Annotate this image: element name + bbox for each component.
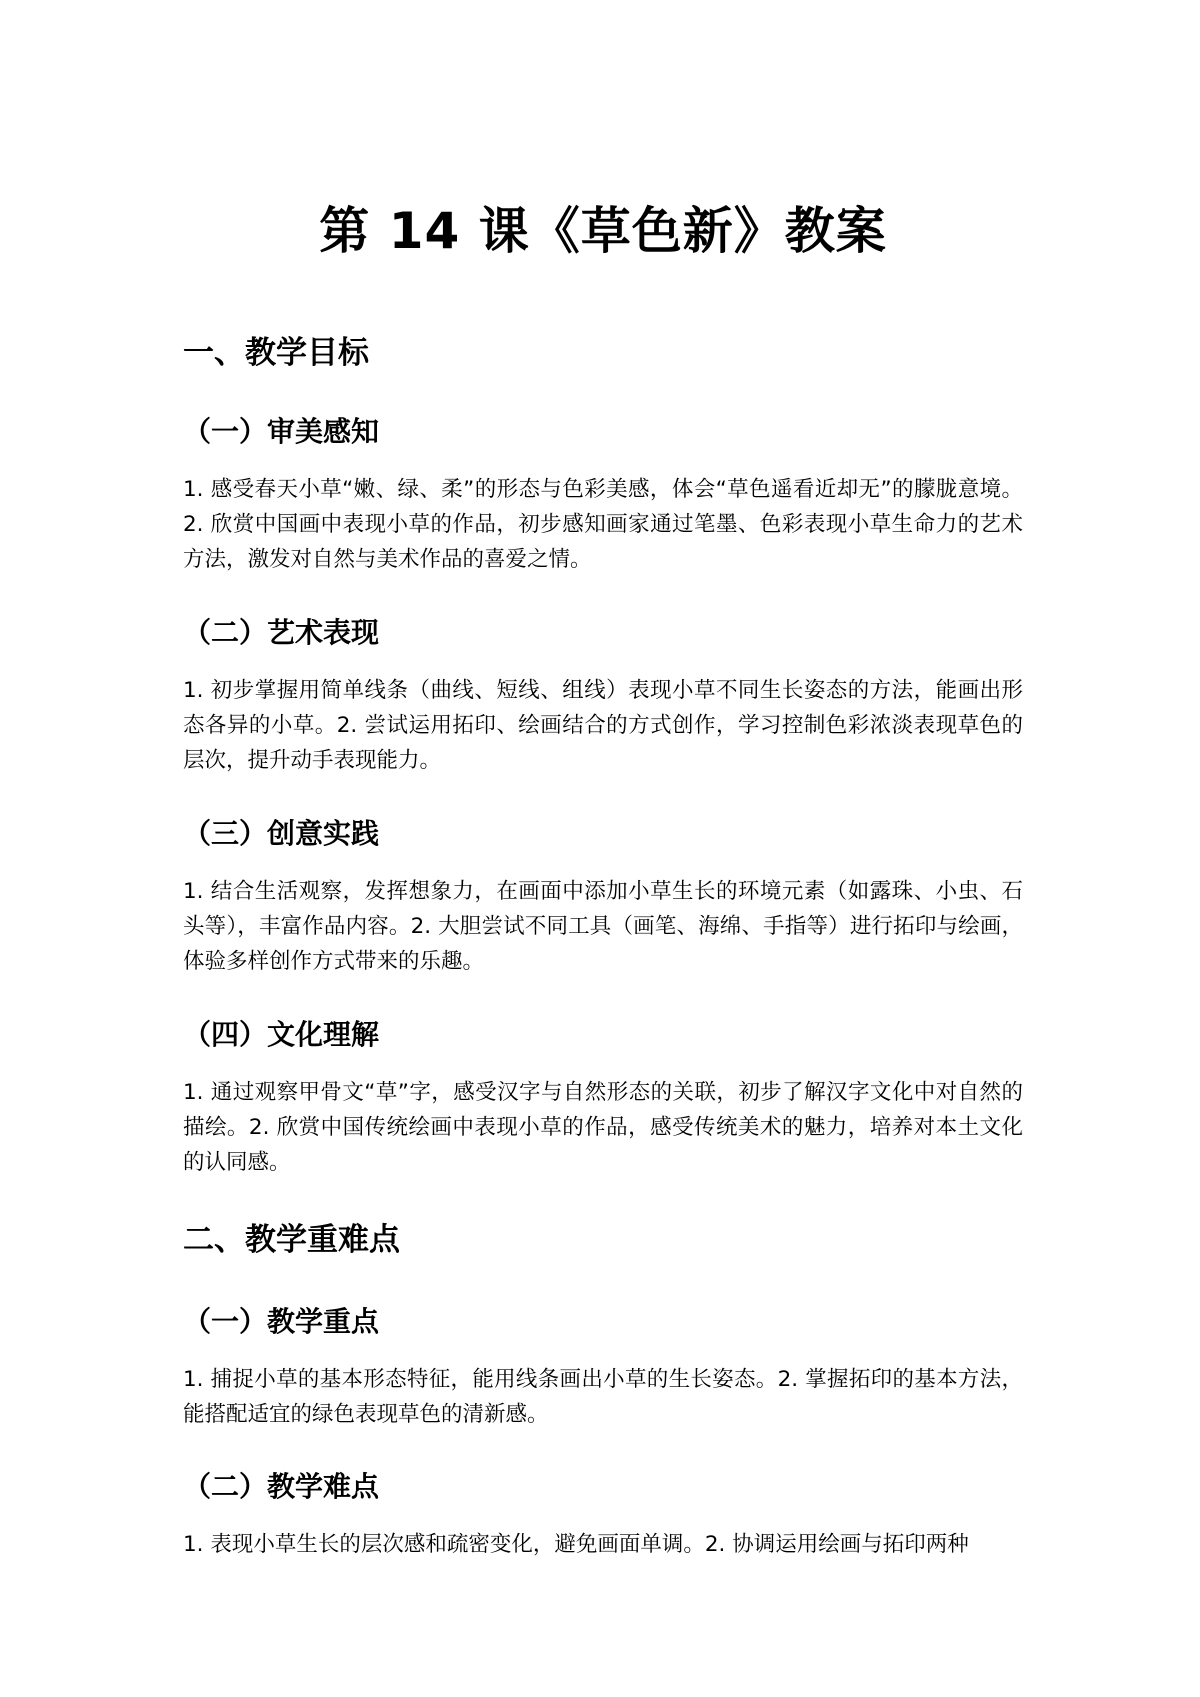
subsection-body-focus: 1. 捕捉小草的基本形态特征，能用线条画出小草的生长姿态。2. 掌握拓印的基本方法，能搭配适宜的绿色表现草色的清新感。	[183, 1367, 1023, 1427]
subsection-heading-difficulty: （二）教学难点	[183, 1470, 380, 1503]
subsection-body-creative: 1. 结合生活观察，发挥想象力，在画面中添加小草生长的环境元素（如露珠、小虫、石头等），丰富作品内容。2. 大胆尝试不同工具（画笔、海绵、手指等）进行拓印与绘画，体验多样创作方式带来的乐趣。	[183, 879, 1023, 974]
document-title: 第 14 课《草色新》教案	[319, 202, 887, 260]
section-heading-objectives: 一、教学目标	[183, 335, 369, 371]
subsection-body-difficulty: 1. 表现小草生长的层次感和疏密变化，避免画面单调。2. 协调运用绘画与拓印两种	[183, 1532, 969, 1557]
subsection-heading-focus: （一）教学重点	[183, 1305, 380, 1338]
subsection-heading-creative: （三）创意实践	[183, 817, 380, 850]
subsection-heading-expression: （二）艺术表现	[183, 616, 380, 649]
subsection-heading-aesthetic: （一）审美感知	[183, 415, 380, 448]
subsection-body-expression: 1. 初步掌握用简单线条（曲线、短线、组线）表现小草不同生长姿态的方法，能画出形态各异的小草。2. 尝试运用拓印、绘画结合的方式创作，学习控制色彩浓淡表现草色的层次，提升动手表现能力。	[183, 678, 1023, 773]
subsection-heading-culture: （四）文化理解	[183, 1018, 380, 1051]
subsection-body-culture: 1. 通过观察甲骨文“草”字，感受汉字与自然形态的关联，初步了解汉字文化中对自然的描绘。2. 欣赏中国传统绘画中表现小草的作品，感受传统美术的魅力，培养对本土文化的认同感。	[183, 1080, 1023, 1175]
section-heading-key-points: 二、教学重难点	[183, 1222, 400, 1258]
subsection-body-aesthetic: 1. 感受春天小草“嫩、绿、柔”的形态与色彩美感，体会“草色遥看近却无”的朦胧意境。2. 欣赏中国画中表现小草的作品，初步感知画家通过笔墨、色彩表现小草生命力的艺术方法，激发对自然与美术作品的喜爱之情。	[183, 477, 1023, 572]
